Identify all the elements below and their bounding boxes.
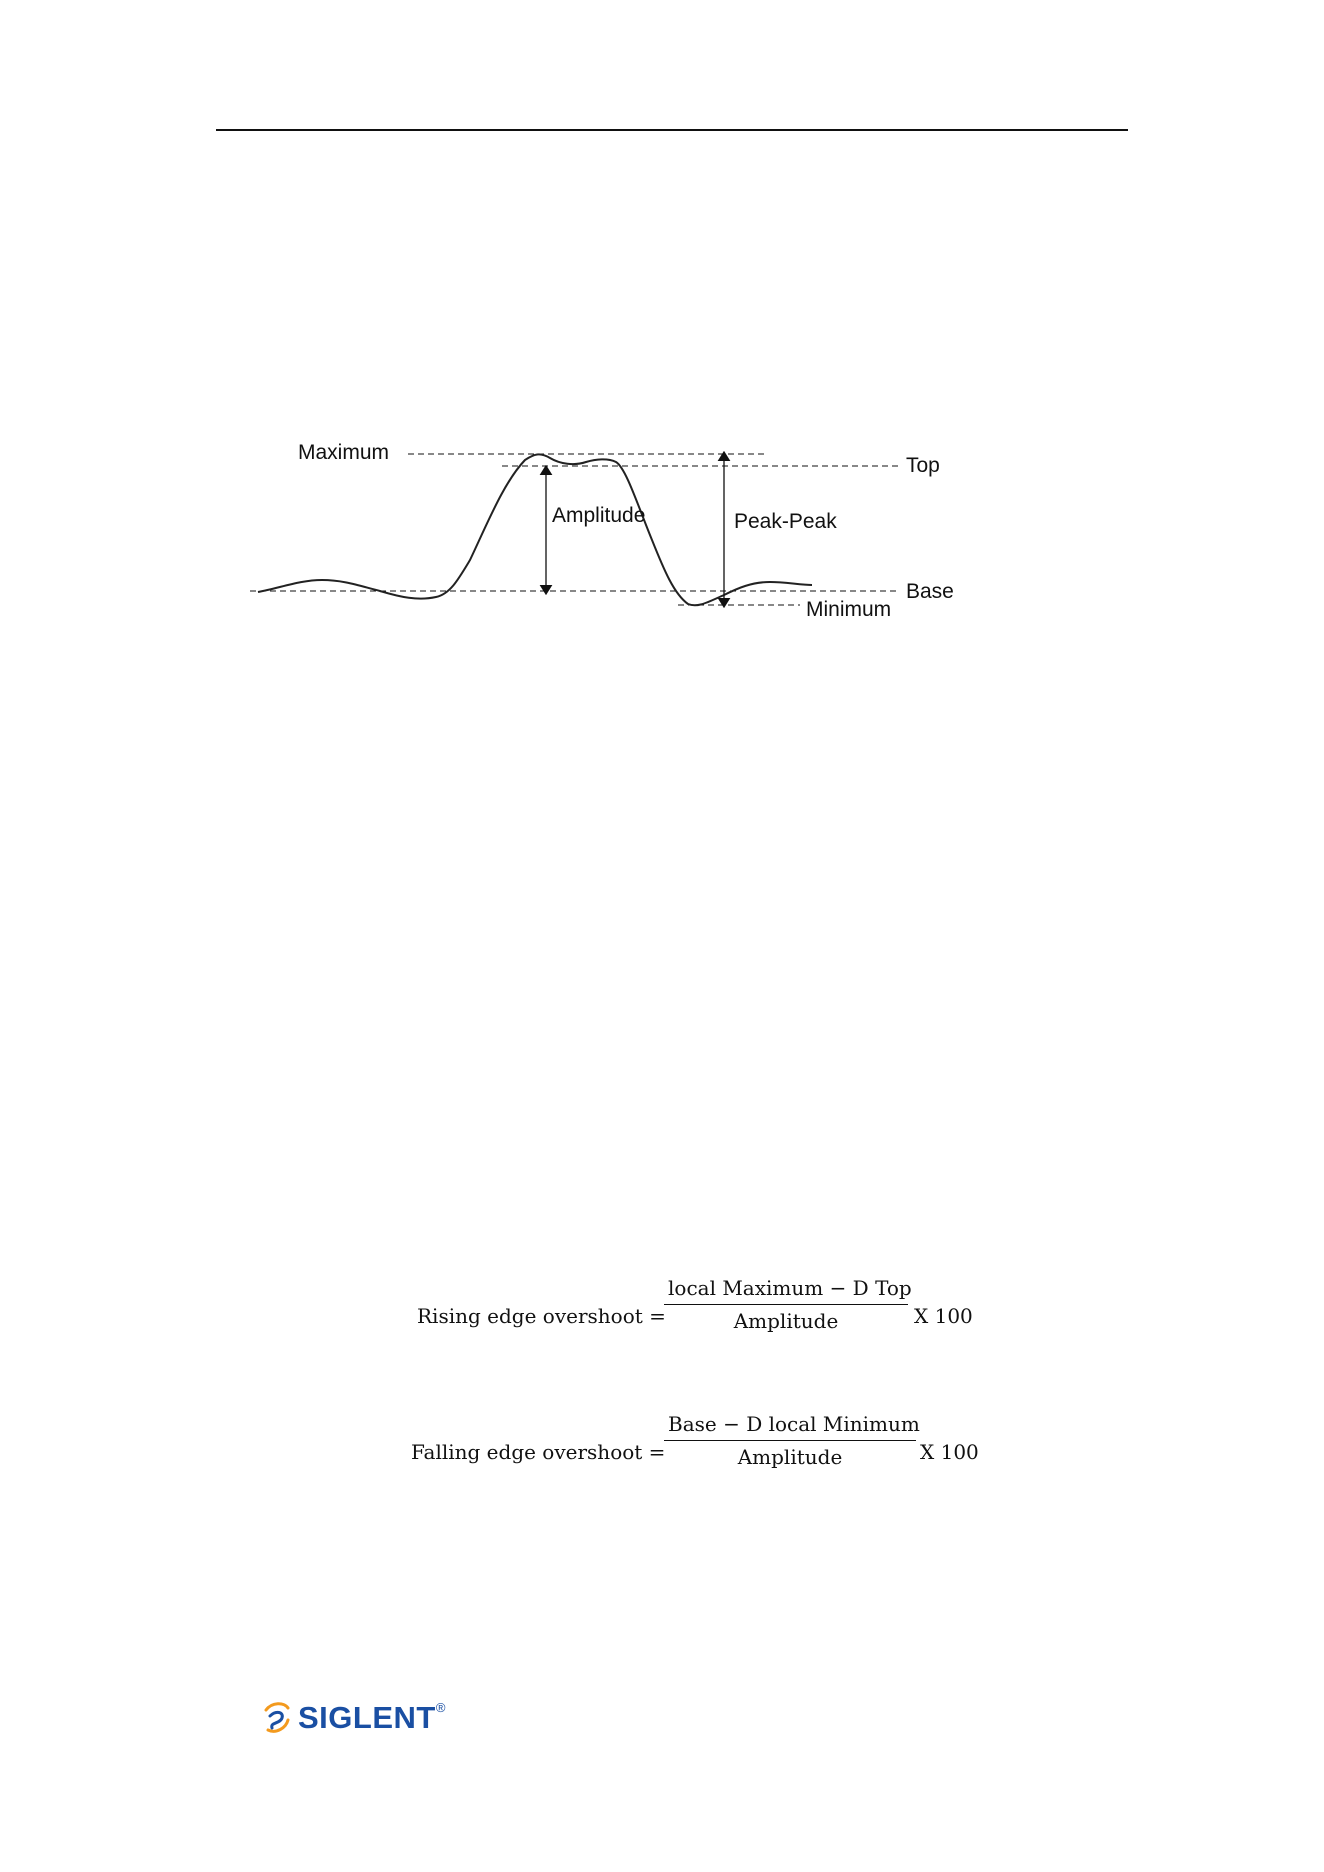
formula-multiplier: X 100 bbox=[914, 1304, 973, 1328]
falling-edge-formula bbox=[0, 1412, 1324, 1492]
amplitude-label: Amplitude bbox=[552, 504, 646, 527]
formula-fraction bbox=[664, 1412, 920, 1469]
formula-multiplier: X 100 bbox=[920, 1440, 979, 1464]
formula-numerator: local Maximum − D Top bbox=[668, 1276, 912, 1300]
top-label: Top bbox=[906, 454, 940, 477]
formula-lhs: Rising edge overshoot = bbox=[417, 1304, 666, 1328]
amplitude-diagram bbox=[240, 430, 980, 630]
base-label: Base bbox=[906, 580, 954, 603]
formula-lhs: Falling edge overshoot = bbox=[411, 1440, 666, 1464]
siglent-logo bbox=[262, 1700, 502, 1740]
maximum-label: Maximum bbox=[298, 441, 390, 464]
waveform-curve bbox=[258, 454, 812, 605]
peak-peak-label: Peak-Peak bbox=[734, 510, 837, 533]
minimum-label: Minimum bbox=[806, 598, 892, 621]
formula-denominator: Amplitude bbox=[733, 1309, 839, 1333]
header-rule bbox=[216, 129, 1128, 131]
formula-numerator: Base − D local Minimum bbox=[668, 1412, 920, 1436]
formula-denominator: Amplitude bbox=[737, 1445, 843, 1469]
siglent-wordmark: SIGLENT® bbox=[298, 1700, 446, 1735]
formula-fraction bbox=[664, 1276, 912, 1333]
registered-mark: ® bbox=[435, 1700, 446, 1715]
siglent-swirl-icon bbox=[262, 1700, 296, 1736]
rising-edge-formula bbox=[0, 1276, 1324, 1356]
